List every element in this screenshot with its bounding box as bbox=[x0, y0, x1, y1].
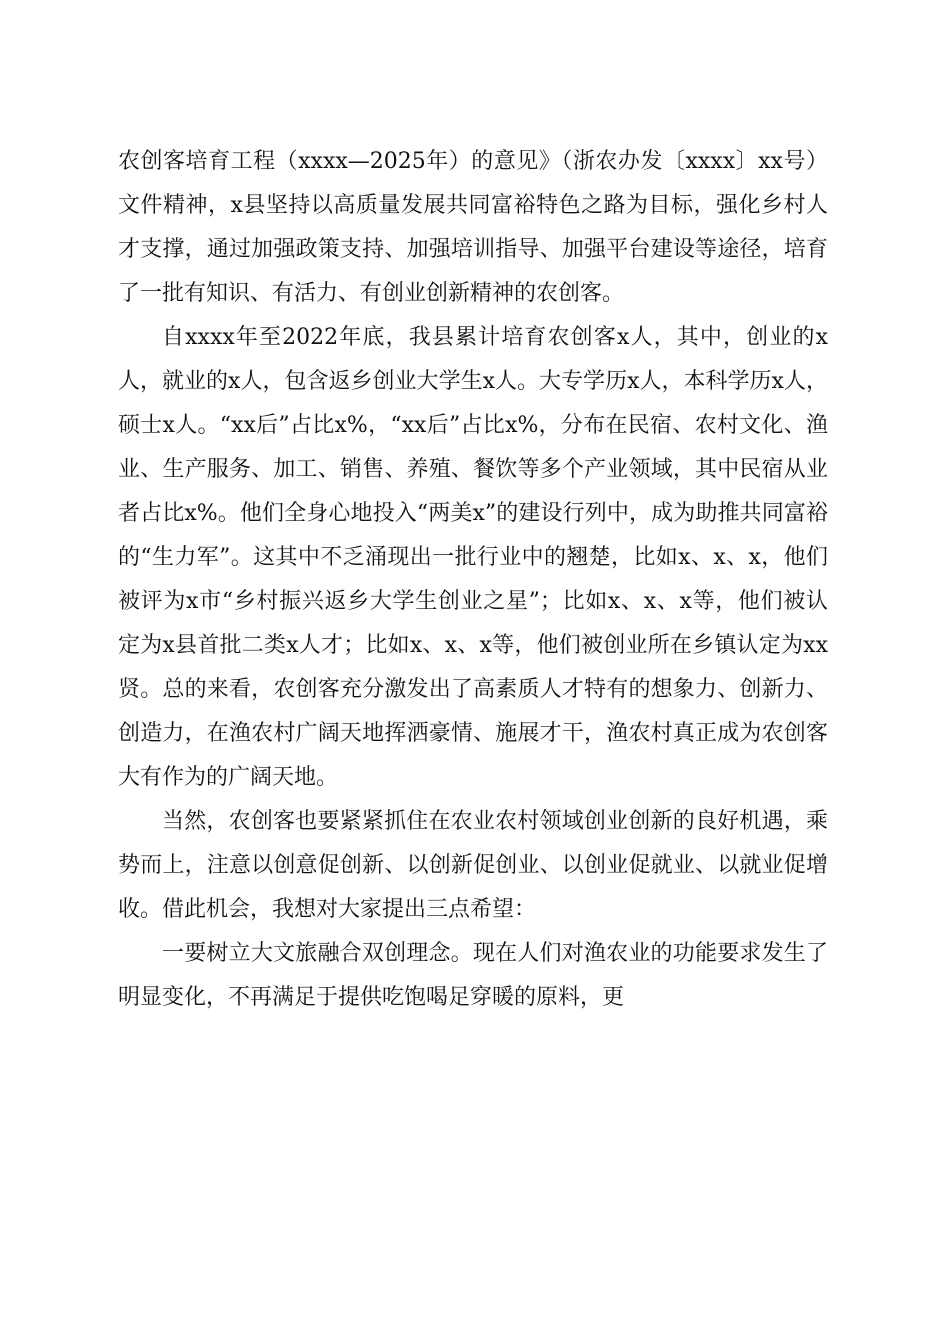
paragraph-4: 一要树立大文旅融合双创理念。现在人们对渔农业的功能要求发生了明显变化，不再满足于提供吃饱喝足穿暖的原料，更 bbox=[118, 941, 828, 1010]
paragraph-2: 自xxxx年至2022年底，我县累计培育农创客x人，其中，创业的x人，就业的x人，包含返乡创业大学生x人。大专学历x人，本科学历x人，硕士x人。“xx后”占比x%，“xx后”占比x%，分布在民宿、农村文化、渔业、生产服务、加工、销售、养殖、餐饮等多个产业领域，其中民宿从业者占比x%。他们全身心地投入“两美x”的建设行列中，成为助推共同富裕的“生力军”。这其中不乏涌现出一批行业中的翘楚，比如x、x、x，他们被评为x市“乡村振兴返乡大学生创业之星”；比如x、x、x等，他们被认定为x县首批二类x人才；比如x、x、x等，他们被创业所在乡镇认定为xx贤。总的来看，农创客充分激发出了高素质人才特有的想象力、创新力、创造力，在渔农村广阔天地挥洒豪情、施展才干，渔农村真正成为农创客大有作为的广阔天地。 bbox=[118, 325, 828, 790]
paragraph-3: 当然，农创客也要紧紧抓住在农业农村领域创业创新的良好机遇，乘势而上，注意以创意促创新、以创新促创业、以创业促就业、以就业促增收。借此机会，我想对大家提出三点希望： bbox=[118, 809, 828, 922]
document-page bbox=[118, 140, 828, 1020]
paragraph-1: 农创客培育工程（xxxx—2025年）的意见》（浙农办发〔xxxx〕xx号）文件精神，x县坚持以高质量发展共同富裕特色之路为目标，强化乡村人才支撑，通过加强政策支持、加强培训指导、加强平台建设等途径，培育了一批有知识、有活力、有创业创新精神的农创客。 bbox=[118, 149, 828, 306]
